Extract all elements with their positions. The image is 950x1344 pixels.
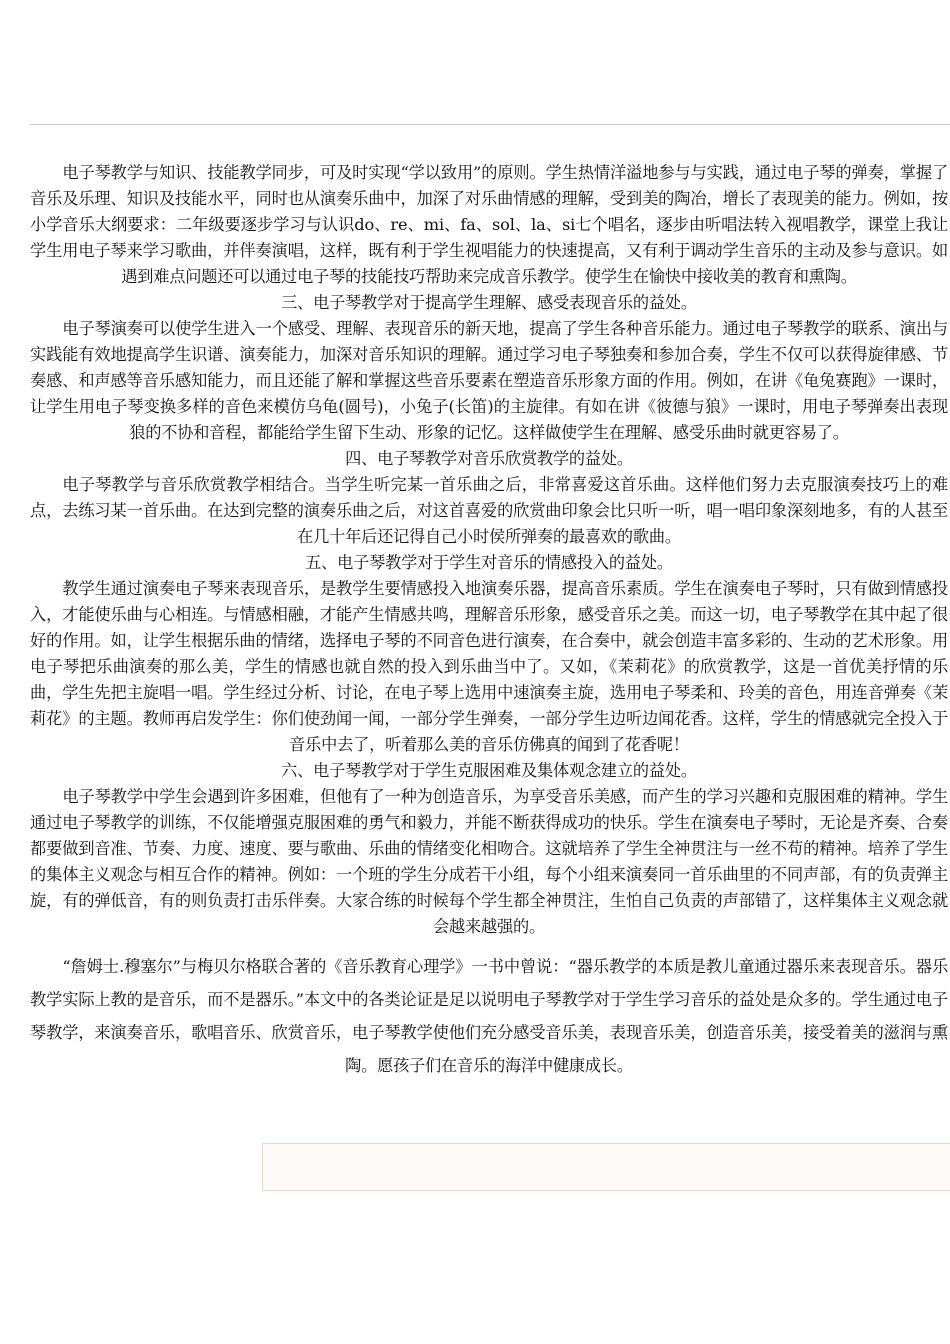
- paragraph-conclusion-quote: “詹姆士.穆塞尔”与梅贝尔格联合著的《音乐教育心理学》一书中曾说：“器乐教学的本质是教儿童通过器乐来表现音乐。器乐教学实际上教的是音乐，而不是器乐。”本文中的各类论证是足以说明电子琴教学对于学生学习音乐的益处是众多的。学生通过电子琴教学，来演奏音乐，歌唱音乐、欣赏音乐，电子琴教学使他们充分感受音乐美，表现音乐美，创造音乐美，接受着美的滋润与熏陶。愿孩子们在音乐的海洋中健康成长。: [30, 957, 948, 1075]
- paragraph-section-6: 电子琴教学中学生会遇到许多困难，但他有了一种为创造音乐，为享受音乐美感，而产生的学习兴趣和克服困难的精神。学生通过电子琴教学的训练，不仅能增强克服困难的勇气和毅力，并能不断获得成功的快乐。学生在演奏电子琴时，无论是齐奏、合奏都要做到音准、节奏、力度、速度、要与歌曲、乐曲的情绪变化相吻合。这就培养了学生全神贯注与一丝不苟的精神。培养了学生的集体主义观念与相互合作的精神。例如：一个班的学生分成若干小组，每个小组来演奏同一首乐曲里的不同声部，有的负责弹主旋，有的弹低音，有的则负责打击乐伴奏。大家合练的时候每个学生都全神贯注，生怕自己负责的声部错了，这样集体主义观念就会越来越强的。: [30, 787, 948, 936]
- paragraph-section-4: 电子琴教学与音乐欣赏教学相结合。当学生听完某一首乐曲之后，非常喜爱这首乐曲。这样他们努力去克服演奏技巧上的难点，去练习某一首乐曲。在达到完整的演奏乐曲之后，对这首喜爱的欣赏曲印象会比只听一听，唱一唱印象深刻地多，有的人甚至在几十年后还记得自己小时侯所弹奏的最喜欢的歌曲。: [30, 475, 948, 546]
- footer-box: [262, 1143, 950, 1191]
- section-heading-3: 三、电子琴教学对于提高学生理解、感受表现音乐的益处。: [281, 293, 697, 312]
- paragraph-section-3: 电子琴演奏可以使学生进入一个感受、理解、表现音乐的新天地，提高了学生各种音乐能力。通过电子琴教学的联系、演出与实践能有效地提高学生识谱、演奏能力，加深对音乐知识的理解。通过学习电子琴独奏和参加合奏，学生不仅可以获得旋律感、节奏感、和声感等音乐感知能力，而且还能了解和掌握这些音乐要素在塑造音乐形象方面的作用。例如，在讲《龟兔赛跑》一课时，让学生用电子琴变换多样的音色来模仿乌龟(圆号)，小兔子(长笛)的主旋律。有如在讲《彼德与狼》一课时，用电子琴弹奏出表现狼的不协和音程，都能给学生留下生动、形象的记忆。这样做使学生在理解、感受乐曲时就更容易了。: [30, 319, 948, 442]
- top-divider: [30, 124, 950, 125]
- document-body: [30, 160, 948, 1082]
- paragraph-electronic-keyboard-sync: 电子琴教学与知识、技能教学同步，可及时实现“学以致用”的原则。学生热情洋溢地参与与实践，通过电子琴的弹奏，掌握了音乐及乐理、知识及技能水平，同时也从演奏乐曲中，加深了对乐曲情感的理解，受到美的陶冶，增长了表现美的能力。例如，按小学音乐大纲要求：二年级要逐步学习与认识do、re、mi、fa、sol、la、si七个唱名，逐步由听唱法转入视唱教学，课堂上我让学生用电子琴来学习歌曲，并伴奏演唱，这样，既有利于学生视唱能力的快速提高，又有利于调动学生音乐的主动及参与意识。如遇到难点问题还可以通过电子琴的技能技巧帮助来完成音乐教学。使学生在愉快中接收美的教育和熏陶。: [30, 163, 948, 286]
- section-heading-5: 五、电子琴教学对于学生对音乐的情感投入的益处。: [305, 553, 673, 572]
- paragraph-section-5: 教学生通过演奏电子琴来表现音乐，是教学生要情感投入地演奏乐器，提高音乐素质。学生在演奏电子琴时，只有做到情感投入，才能使乐曲与心相连。与情感相融，才能产生情感共鸣，理解音乐形象，感受音乐之美。而这一切，电子琴教学在其中起了很好的作用。如，让学生根据乐曲的情绪，选择电子琴的不同音色进行演奏，在合奏中，就会创造丰富多彩的、生动的艺术形象。用电子琴把乐曲演奏的那么美，学生的情感也就自然的投入到乐曲当中了。又如，《茉莉花》的欣赏教学，这是一首优美抒情的乐曲，学生先把主旋唱一唱。学生经过分析、讨论，在电子琴上选用中速演奏主旋，选用电子琴柔和、玲美的音色，用连音弹奏《茉莉花》的主题。教师再启发学生：你们使劲闻一闻，一部分学生弹奏，一部分学生边听边闻花香。这样，学生的情感就完全投入于音乐中去了，听着那么美的音乐仿佛真的闻到了花香呢！: [30, 579, 948, 754]
- section-heading-4: 四、电子琴教学对音乐欣赏教学的益处。: [345, 449, 633, 468]
- section-heading-6: 六、电子琴教学对于学生克服困难及集体观念建立的益处。: [281, 761, 697, 780]
